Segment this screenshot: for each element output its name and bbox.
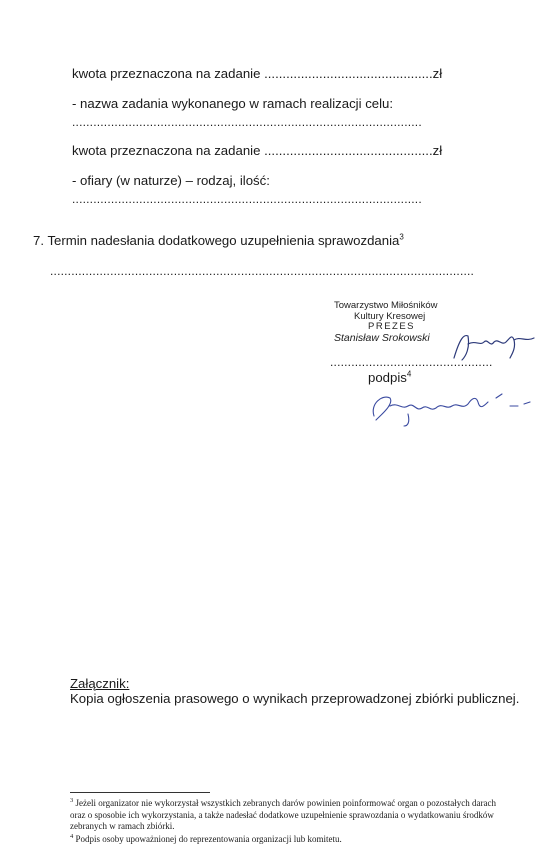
section7-dots: ........................................................................................................................ [50, 264, 475, 278]
stamp-name: Stanisław Srokowski [334, 331, 430, 344]
organization-stamp [334, 301, 437, 343]
section7-label: Termin nadesłania dodatkowego uzupełnienia sprawozdania [47, 233, 400, 248]
amount-line-2 [72, 143, 442, 158]
amount-line-1 [72, 66, 442, 81]
amount-label-2: kwota przeznaczona na zadanie [72, 143, 261, 158]
section7-number: 7. [33, 233, 44, 248]
footnote-3-ref: 3 [70, 797, 74, 804]
section7-footnote-ref: 3 [399, 232, 404, 242]
stamp-org-line2: Kultury Kresowej [354, 310, 426, 322]
signature-dots: .............................................. [330, 355, 493, 369]
task-name-label: - nazwa zadania wykonanego w ramach realizacji celu: [72, 96, 394, 111]
footnote-separator [70, 792, 210, 793]
attachment-text: Kopia ogłoszenia prasowego o wynikach przeprowadzonej zbiórki publicznej. [70, 691, 520, 706]
donations-dots: ................................................................................................... [72, 192, 422, 206]
stamp-title: PREZES [368, 321, 416, 332]
signature-label: podpis [368, 370, 407, 385]
donations-label: - ofiary (w naturze) – rodzaj, ilość: [72, 173, 270, 188]
footnote-4-text: Podpis osoby upoważnionej do reprezentowania organizacji lub komitetu. [75, 834, 342, 844]
task-name-dots: ................................................................................................... [72, 115, 422, 129]
stamp-org-line1: Towarzystwo Miłośników [334, 300, 438, 311]
section7-heading [33, 233, 404, 248]
amount-dots-1: ..............................................zł [264, 66, 443, 81]
signature-label-line [368, 370, 411, 385]
amount-label-1: kwota przeznaczona na zadanie [72, 66, 261, 81]
footnote-4-ref: 4 [70, 833, 74, 840]
amount-dots-2: ..............................................zł [264, 143, 443, 158]
attachment-heading: Załącznik: [70, 676, 130, 691]
footnote-4 [70, 834, 510, 846]
handwritten-signature-lower [368, 384, 536, 428]
footnote-3 [70, 798, 510, 833]
footnote-3-text: Jeżeli organizator nie wykorzystał wszystkich zebranych darów powinien poinformować organ o pozostałych darach oraz o sposobie ich wykorzystania, a także nadesłać dodatkowe uzupełnienie sprawozdania o wydatkowaniu środków zebranych w ramach zbiórki. [70, 798, 497, 831]
signature-footnote-ref: 4 [406, 369, 412, 379]
